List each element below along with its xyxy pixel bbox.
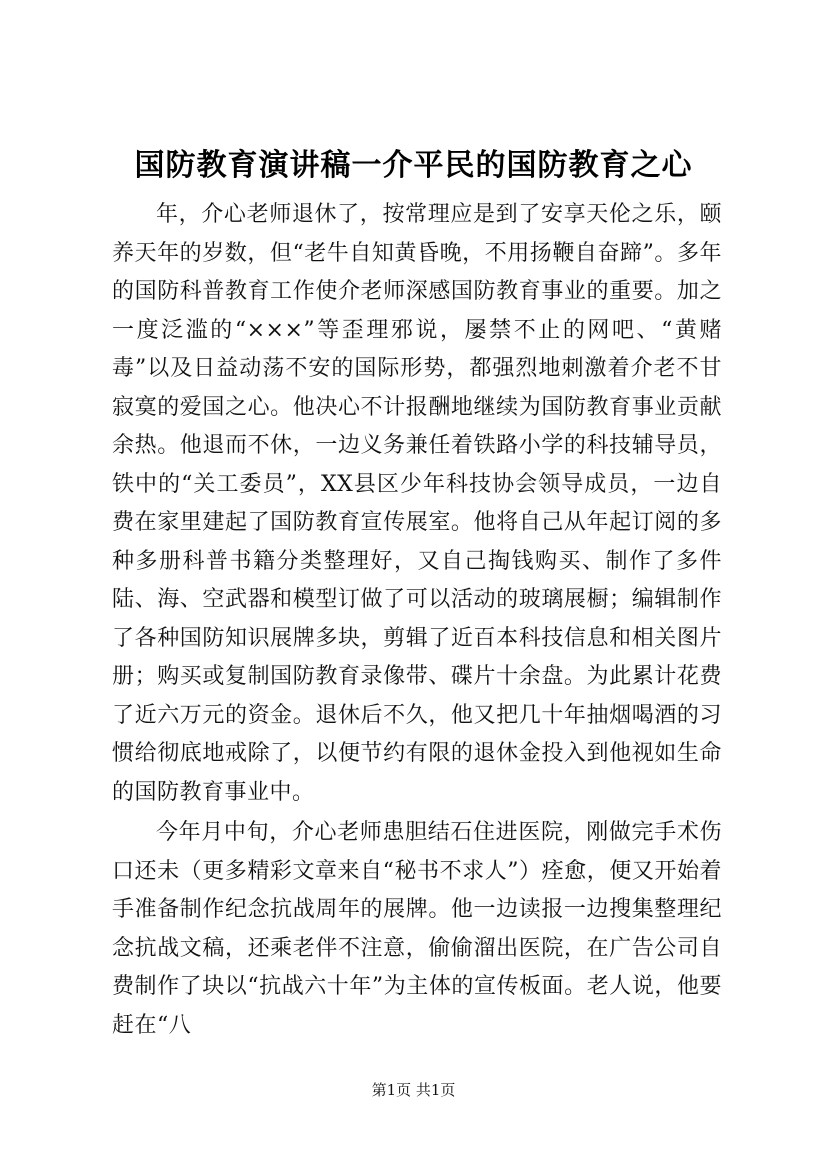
document-body [112, 196, 722, 1045]
document-title: 国防教育演讲稿一介平民的国防教育之心 [134, 148, 693, 183]
paragraph: 今年月中旬，介心老师患胆结石住进医院，刚做完手术伤口还未（更多精彩文章来自“秘书不求人”）痊愈，便又开始着手准备制作纪念抗战周年的展牌。他一边读报一边搜集整理纪念抗战文稿，还乘老伴不注意，偷偷溜出医院，在广告公司自费制作了块以“抗战六十年”为主体的宣传板面。老人说，他要赶在“八 [112, 820, 722, 1038]
page-footer: 第1页 共1页 [371, 1081, 456, 1099]
paragraph: 年，介心老师退休了，按常理应是到了安享天伦之乐，颐养天年的岁数，但“老牛自知黄昏晚，不用扬鞭自奋蹄”。多年的国防科普教育工作使介老师深感国防教育事业的重要。加之一度泛滥的“×××”等歪理邪说，屡禁不止的网吧、“黄赌毒”以及日益动荡不安的国际形势，都强烈地刺激着介老不甘寂寞的爱国之心。他决心不计报酬地继续为国防教育事业贡献余热。他退而不休，一边义务兼任着铁路小学的科技辅导员，铁中的“关工委员”，XX县区少年科技协会领导成员，一边自费在家里建起了国防教育宣传展室。他将自己从年起订阅的多种多册科普书籍分类整理好，又自己掏钱购买、制作了多件陆、海、空武器和模型订做了可以活动的玻璃展橱；编辑制作了各种国防知识展牌多块，剪辑了近百本科技信息和相关图片册；购买或复制国防教育录像带、碟片十余盘。为此累计花费了近六万元的资金。退休后不久，他又把几十年抽烟喝酒的习惯给彻底地戒除了，以便节约有限的退休金投入到他视如生命的国防教育事业中。 [112, 202, 722, 805]
